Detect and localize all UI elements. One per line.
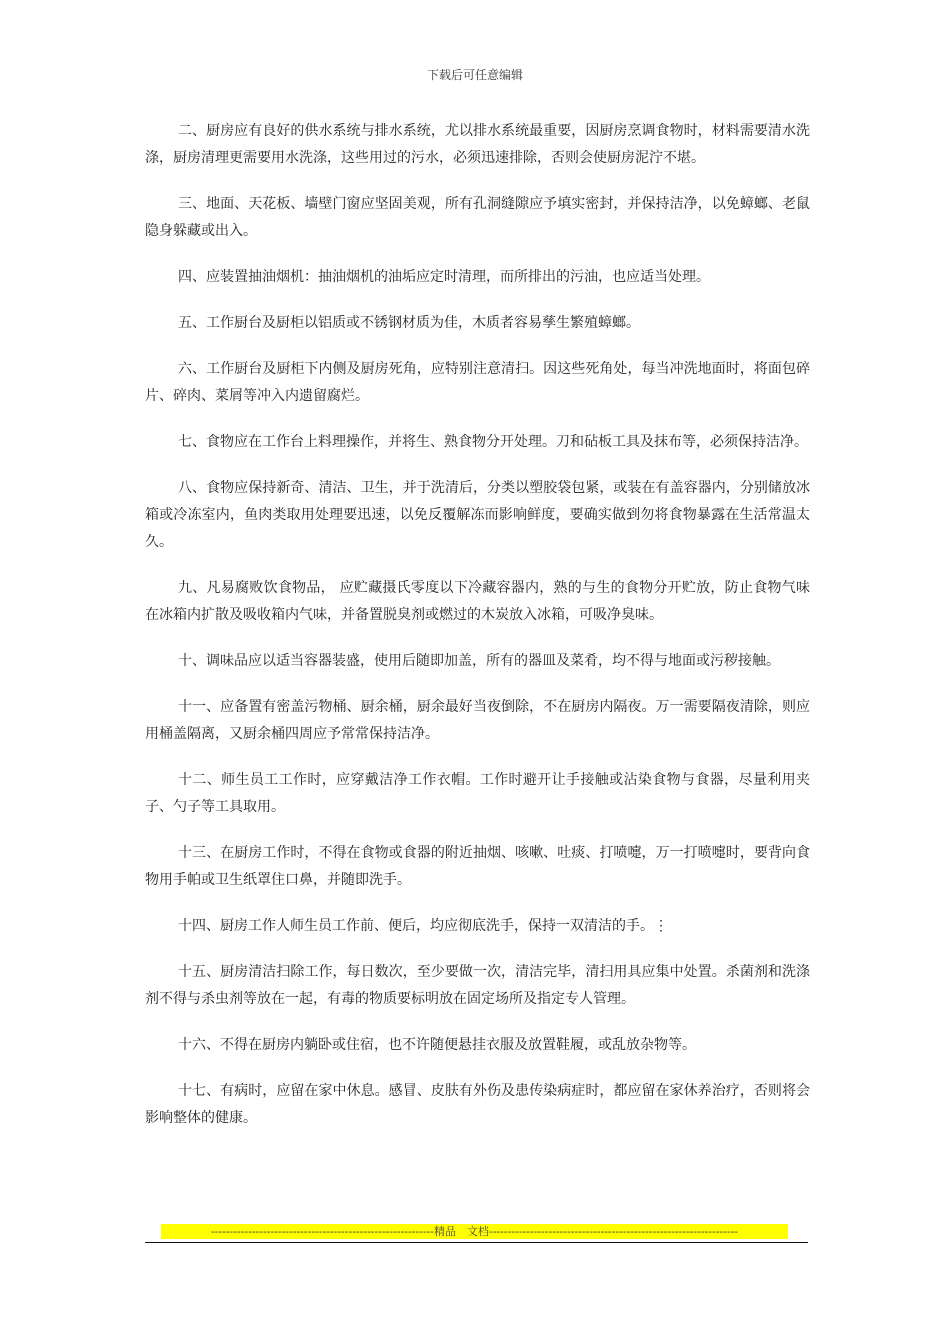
footer-divider — [145, 1242, 808, 1243]
paragraph-14: 十四、厨房工作人师生员工作前、便后，均应彻底洗手，保持一双清洁的手。⋮ — [178, 918, 668, 934]
paragraph-12: 十二、师生员工工作时，应穿戴洁净工作衣帽。工作时避开让手接触或沾染食物与食器，尽量利用夹子、勺子等工具取用。 — [145, 772, 810, 815]
paragraph-8: 八、食物应保持新奇、清洁、卫生，并于洗清后，分类以塑胶袋包紧，或装在有盖容器内，分别储放冰箱或冷冻室内，鱼肉类取用处理要迅速，以免反覆解冻而影响鲜度，要确实做到勿将食物暴露在生活常温太久。 — [145, 480, 810, 550]
paragraph-9: 九、凡易腐败饮食物品， 应贮藏摄氏零度以下冷藏容器内，熟的与生的食物分开贮放，防止食物气味在冰箱内扩散及吸收箱内气味，并备置脱臭剂或燃过的木炭放入冰箱，可吸净臭味。 — [145, 580, 810, 623]
document-body — [145, 118, 810, 1151]
paragraph-4: 四、应装置抽油烟机：抽油烟机的油垢应定时清理，而所排出的污油，也应适当处理。 — [178, 269, 710, 285]
paragraph-15: 十五、厨房清洁扫除工作，每日数次，至少要做一次，清洁完毕，清扫用具应集中处置。杀菌剂和洗涤剂不得与杀虫剂等放在一起，有毒的物质要标明放在固定场所及指定专人管理。 — [145, 964, 810, 1007]
paragraph-16: 十六、不得在厨房内躺卧或住宿，也不许随便悬挂衣服及放置鞋履，或乱放杂物等。 — [178, 1037, 696, 1053]
paragraph-10: 十、调味品应以适当容器装盛，使用后随即加盖，所有的器皿及菜肴，均不得与地面或污秽接触。 — [178, 653, 780, 669]
paragraph-3: 三、地面、天花板、墙壁门窗应坚固美观，所有孔洞缝隙应予填实密封，并保持洁净，以免蟑螂、老鼠隐身躲藏或出入。 — [145, 196, 810, 239]
page-header: 下载后可任意编辑 — [426, 68, 523, 82]
footer-banner: ------------------------------------------------------------精品 文档------------------------------------------------------------------- — [161, 1224, 788, 1239]
paragraph-11: 十一、应备置有密盖污物桶、厨余桶，厨余最好当夜倒除，不在厨房内隔夜。万一需要隔夜清除，则应用桶盖隔离，又厨余桶四周应予常常保持洁净。 — [145, 699, 810, 742]
paragraph-17: 十七、有病时，应留在家中休息。感冒、皮肤有外伤及患传染病症时，都应留在家休养治疗，否则将会影响整体的健康。 — [145, 1083, 810, 1126]
paragraph-13: 十三、在厨房工作时，不得在食物或食器的附近抽烟、咳嗽、吐痰、打喷嚏，万一打喷嚏时，要背向食物用手帕或卫生纸罩住口鼻，并随即洗手。 — [145, 845, 810, 888]
paragraph-7: 七、食物应在工作台上料理操作，并将生、熟食物分开处理。刀和砧板工具及抹布等，必须保持洁净。 — [178, 434, 808, 450]
paragraph-2: 二、厨房应有良好的供水系统与排水系统，尤以排水系统最重要，因厨房烹调食物时，材料需要清水洗涤，厨房清理更需要用水洗涤，这些用过的污水，必须迅速排除，否则会使厨房泥泞不堪。 — [145, 123, 810, 166]
paragraph-6: 六、工作厨台及厨柜下内侧及厨房死角，应特别注意清扫。因这些死角处，每当冲洗地面时，将面包碎片、碎肉、菜屑等冲入内遗留腐烂。 — [145, 361, 810, 404]
paragraph-5: 五、工作厨台及厨柜以铝质或不锈钢材质为佳，木质者容易孳生繁殖蟑螂。 — [178, 315, 640, 331]
